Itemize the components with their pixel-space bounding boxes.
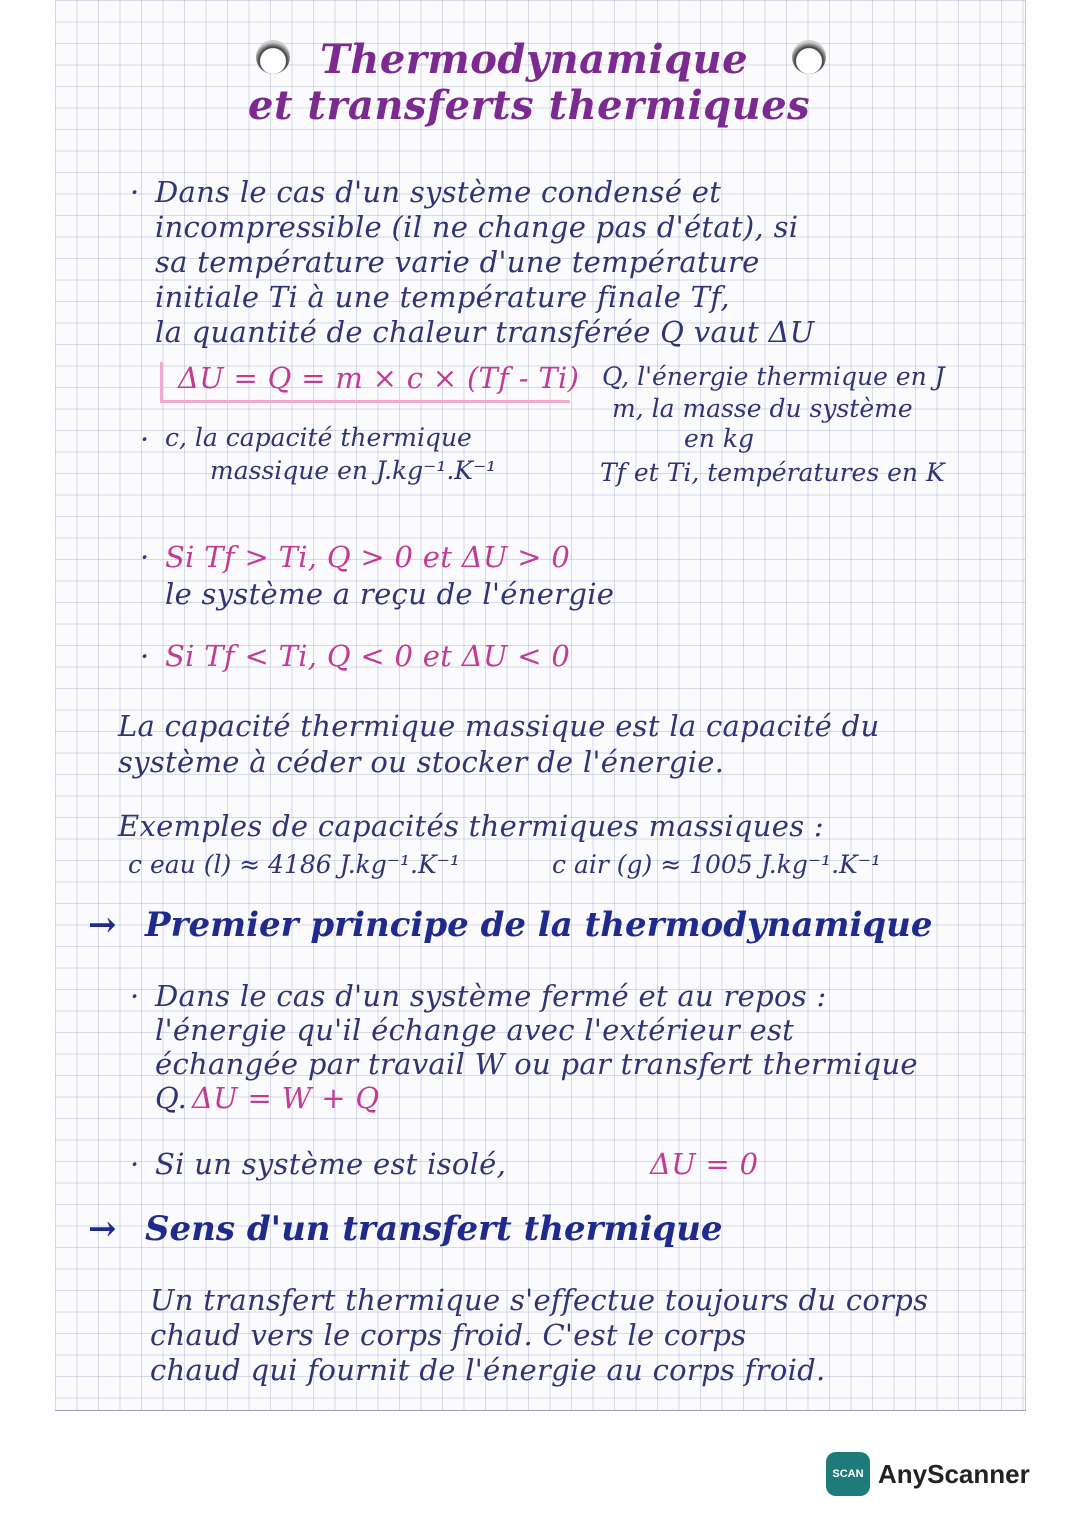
capacity-definition-line: La capacité thermique massique est la capacité du [118, 709, 880, 743]
arrow-icon: → [88, 1209, 117, 1249]
definition-c-unit: massique en J.kg⁻¹.K⁻¹ [210, 456, 497, 485]
sens-line: chaud vers le corps froid. C'est le corps [150, 1318, 747, 1352]
bullet: · [130, 175, 140, 209]
definition-m-unit: en kg [684, 424, 754, 453]
definition-c: c, la capacité thermique [165, 423, 472, 452]
bullet: · [130, 979, 140, 1013]
intro-line: Dans le cas d'un système condensé et [155, 175, 722, 209]
sens-line: chaud qui fournit de l'énergie au corps froid. [150, 1353, 826, 1387]
case-cooling-condition: Si Tf < Ti, Q < 0 et ΔU < 0 [165, 639, 571, 673]
anyscanner-watermark [826, 1452, 1030, 1496]
examples-title: Exemples de capacités thermiques massiques : [118, 809, 824, 843]
bullet: · [140, 422, 150, 456]
section-heading-sens-transfert: Sens d'un transfert thermique [145, 1209, 723, 1249]
page-title-line2: et transferts thermiques [248, 82, 811, 129]
premier-last-prefix: Q. [155, 1081, 188, 1115]
binder-hole-right [792, 40, 826, 74]
isolated-system-equation: ΔU = 0 [650, 1147, 759, 1181]
intro-line: initiale Ti à une température finale Tf, [155, 280, 730, 314]
intro-line: incompressible (il ne change pas d'état), si [155, 210, 799, 244]
premier-line: l'énergie qu'il échange avec l'extérieur est [155, 1013, 795, 1047]
case-heating-condition: Si Tf > Ti, Q > 0 et ΔU > 0 [165, 540, 571, 574]
definition-q: Q, l'énergie thermique en J [602, 362, 945, 391]
intro-line: la quantité de chaleur transférée Q vaut ΔU [155, 315, 815, 349]
brand-name: AnyScanner [878, 1458, 1030, 1489]
heat-formula: ΔU = Q = m × c × (Tf - Ti) [178, 361, 580, 395]
sens-line: Un transfert thermique s'effectue toujours du corps [150, 1283, 929, 1317]
formula-underline-tick [160, 362, 163, 402]
premier-line: échangée par travail W ou par transfert thermique [155, 1047, 918, 1081]
case-heating-text: le système a reçu de l'énergie [165, 577, 615, 611]
section-heading-premier-principe: Premier principe de la thermodynamique [145, 905, 933, 945]
example-water: c eau (l) ≈ 4186 J.kg⁻¹.K⁻¹ [128, 850, 460, 879]
page-title-line1: Thermodynamique [320, 36, 749, 83]
first-law-equation: ΔU = W + Q [192, 1081, 380, 1115]
bullet: · [140, 540, 150, 574]
capacity-definition-line: système à céder ou stocker de l'énergie. [118, 745, 725, 779]
arrow-icon: → [88, 905, 117, 945]
isolated-system-text: Si un système est isolé, [155, 1147, 507, 1181]
binder-hole-left [256, 40, 290, 74]
example-air: c air (g) ≈ 1005 J.kg⁻¹.K⁻¹ [552, 850, 881, 879]
definition-t: Tf et Ti, températures en K [600, 458, 945, 487]
formula-underline [160, 400, 570, 403]
scanner-app-icon: SCAN [826, 1452, 870, 1496]
intro-line: sa température varie d'une température [155, 245, 760, 279]
bullet: · [140, 639, 150, 673]
bullet: · [130, 1147, 140, 1181]
definition-m: m, la masse du système [612, 394, 913, 423]
premier-line: Dans le cas d'un système fermé et au repos : [155, 979, 827, 1013]
